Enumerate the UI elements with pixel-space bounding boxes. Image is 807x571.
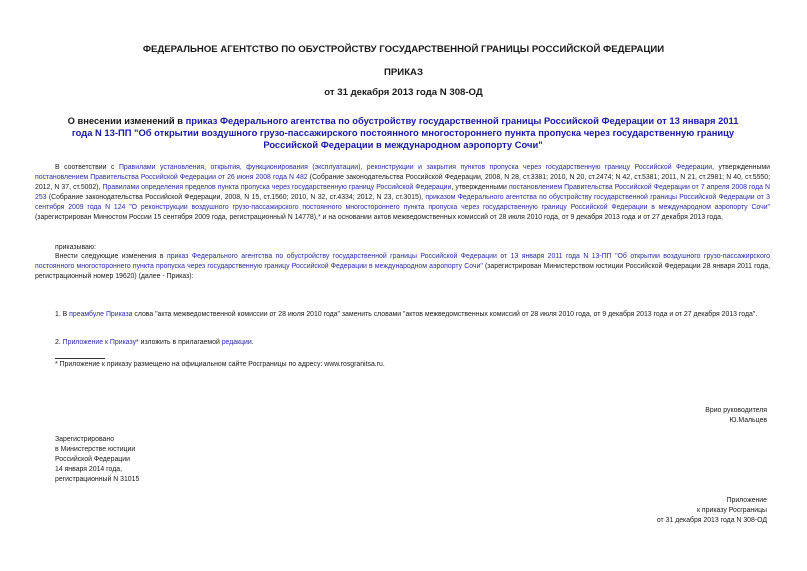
changes-text-2: (зарегистрирован Министерством юстиции Российской Федерации 28 января 2011 года, регистрационный номер 19620) (далее - Приказ): <box>35 263 770 280</box>
preamble-text-4: , утвержденными <box>451 184 509 191</box>
resolution-253-link[interactable]: постановлением Правительства Российской Федерации от 7 апреля 2008 года N 253 <box>35 184 771 201</box>
item-2-text-3: . <box>251 339 254 346</box>
reg-line-3: Российской Федерации <box>55 456 130 463</box>
doc-subject <box>64 115 742 151</box>
changes-text-1: Внести следующие изменения в <box>55 253 167 260</box>
item-2-text-2: * изложить в прилагаемой <box>136 339 222 346</box>
preamble-link[interactable]: преамбуле <box>69 311 105 318</box>
doc-type-heading: ПРИКАЗ <box>384 67 423 78</box>
preamble-text-3: (Собрание законодательства Российской Федерации, 2008, N 28, ст.3381; 2010, N 20, ст.2474; N 42, ст.5381; 2011, N 21, ст.2981; N 40, ст.5550; 2012, N 37, ст.5002), <box>35 174 771 191</box>
preamble-text-6: (зарегистрирован Минюстом России 15 сентября 2009 года, регистрационный N 14778),* и на основании актов межведомственных комиссий от 28 июля 2010 года, от 9 декабря 2013 года и от 27 декабря 2013 года, <box>35 214 723 221</box>
registration-block <box>55 435 139 485</box>
subject-order-link[interactable]: приказ Федерального агентства по обустройству государственной границы Российской Федерации от 13 января 2011 года N 13-ПП "Об открытии воздушного грузо-пассажирского постоянного многостороннего пункта пропуска через государственную границу Российской Федерации в международном аэропорту Сочи" <box>71 115 739 150</box>
preamble-paragraph <box>35 163 770 223</box>
appendix-line-1: Приложение <box>726 497 767 504</box>
footnote: * Приложение к приказу размещено на официальном сайте Росграницы по адресу: www.rosgranitsa.ru. <box>55 361 385 368</box>
agency-title: ФЕДЕРАЛЬНОЕ АГЕНТСТВО ПО ОБУСТРОЙСТВУ ГОСУДАРСТВЕННОЙ ГРАНИЦЫ РОССИЙСКОЙ ФЕДЕРАЦИИ <box>142 44 665 55</box>
edition-link[interactable]: редакции <box>221 339 252 346</box>
appendix-block <box>657 496 767 526</box>
footnote-divider <box>55 358 105 359</box>
subject-prefix: О внесении изменений в <box>67 115 186 126</box>
item-2 <box>35 338 770 348</box>
doc-date-number: от 31 декабря 2013 года N 308-ОД <box>324 87 483 98</box>
appendix-line-2: к приказу Росграницы <box>696 507 767 514</box>
signature-block <box>705 406 767 426</box>
preamble-text-2: , утвержденными <box>712 164 771 171</box>
limits-rules-link[interactable]: Правилами определения пределов пункта пропуска через государственную границу Российской Федерации <box>102 184 452 191</box>
order-word: приказываю: <box>55 244 96 251</box>
signer-name: Ю.Мальцев <box>729 417 767 424</box>
changes-paragraph <box>35 252 770 282</box>
resolution-482-link[interactable]: постановлением Правительства Российской Федерации от 26 июня 2008 года N 482 <box>35 174 308 181</box>
reg-line-2: в Министерстве юстиции <box>55 446 136 453</box>
order-124-link[interactable]: приказом Федерального агентства по обустройству государственной границы Российской Федерации от 3 сентября 2009 года N 124 "О реконструкции воздушного грузо-пассажирского постоянного многостороннего пункта пропуска через государственную границу Российской Федерации в международном аэропорту Сочи" <box>35 194 770 211</box>
preamble-text-5: (Собрание законодательства Российской Федерации, 2008, N 15, ст.1560; 2010, N 32, ст.4334; 2012, N 23, ст.3015), <box>46 194 426 201</box>
item-1-text-3: слова "акта межведомственной комиссии от 28 июля 2010 года" заменить словами "актов межведомственных комиссий от 28 июля 2010 года, от 9 декабря 2013 года и от 27 декабря 2013 года". <box>132 311 758 318</box>
reg-line-4: 14 января 2014 года, <box>55 466 122 473</box>
preamble-text-1: В соответствии с <box>55 164 119 171</box>
appendix-line-3: от 31 декабря 2013 года N 308-ОД <box>656 517 767 524</box>
item-1 <box>35 310 770 320</box>
signer-position: Врио руководителя <box>705 407 767 414</box>
item-2-text-1: 2. <box>55 339 63 346</box>
item-1-text-1: 1. В <box>55 311 70 318</box>
order-link[interactable]: Приказа <box>105 311 133 318</box>
reg-line-5: регистрационный N 31015 <box>55 476 140 483</box>
order-13pp-link[interactable]: приказ Федерального агентства по обустройству государственной границы Российской Федерации от 13 января 2011 года N 13-ПП "Об открытии воздушного грузо-пассажирского постоянного многостороннего пункта пропуска через государственную границу Российской Федерации в международном аэропорту Сочи" <box>35 253 770 270</box>
rules-link[interactable]: Правилами установления, открытия, функционирования (эксплуатации), реконструкции и закрытия пунктов пропуска через государственную границу Российской Федерации <box>118 164 713 171</box>
appendix-link[interactable]: Приложение к Приказу <box>62 339 137 346</box>
reg-line-1: Зарегистрировано <box>55 436 115 443</box>
